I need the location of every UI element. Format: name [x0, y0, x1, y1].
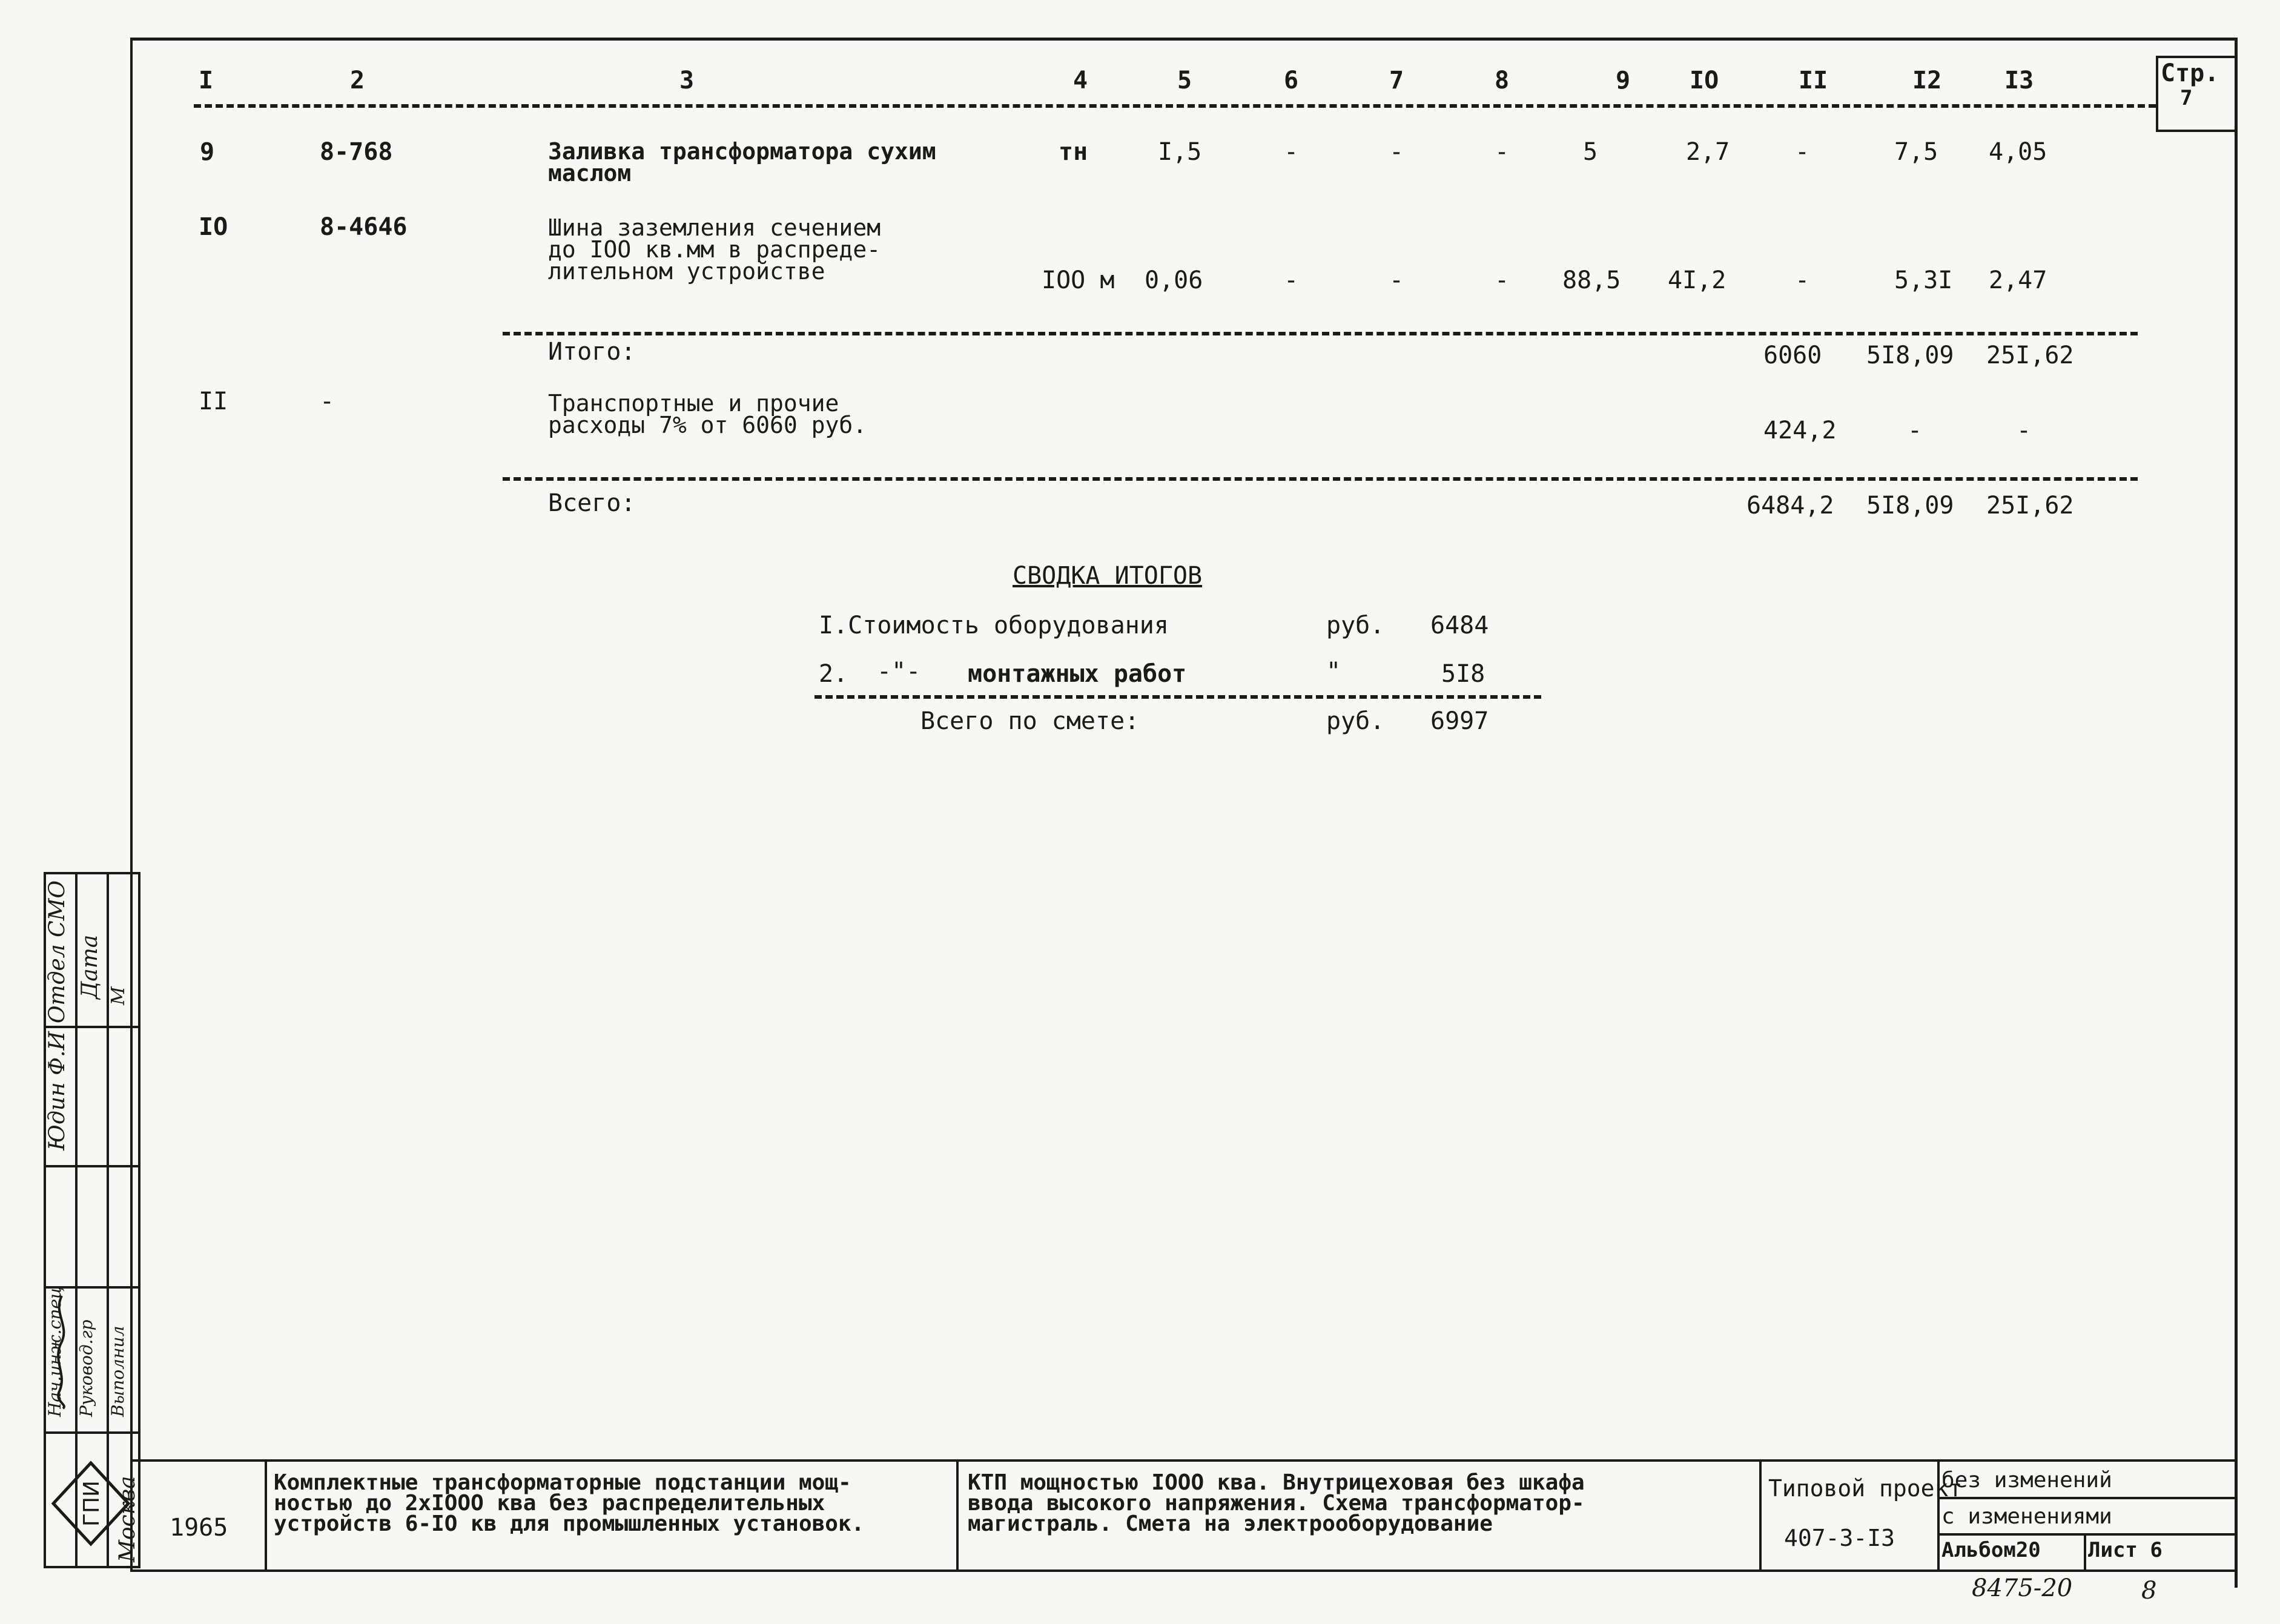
stamp-role-1: Нач.инж.спец: [45, 1287, 65, 1417]
summary-line2-value: 5I8: [1441, 660, 1485, 688]
bottom-note-2: 8: [2141, 1577, 2157, 1605]
col-header-11: II: [1799, 67, 1828, 94]
col-header-13: I3: [2004, 67, 2034, 94]
row10-c6: -: [1284, 266, 1299, 294]
bottom-note: 8475-20: [1972, 1574, 2073, 1602]
title-desc-1: Комплектные трансформаторные подстанции мощ- ностью до 2хIООО ква без распределительных устройств 6-IO кв для промышленных установок.: [274, 1470, 865, 1536]
summary-line2-label: монтажных работ: [968, 660, 1187, 688]
summary-total-label: Всего по смете:: [920, 707, 1140, 735]
row10-c7: -: [1389, 266, 1404, 294]
row9-c7: -: [1389, 138, 1404, 166]
row10-c4: IOO м: [1042, 266, 1115, 294]
row10-c13: 2,47: [1989, 266, 2047, 294]
summary-line1-value: 6484: [1430, 612, 1489, 639]
col-header-4: 4: [1073, 67, 1088, 94]
summary-line1-label: I.Стоимость оборудования: [819, 612, 1169, 639]
header-divider: [194, 104, 2156, 108]
row10-c11: -: [1795, 266, 1810, 294]
stamp-date-label: Дата: [78, 934, 102, 999]
row9-c9: 5: [1583, 138, 1598, 166]
vsego-c13: 25I,62: [1986, 492, 2074, 520]
vsego-label: Всего:: [548, 489, 636, 517]
row11-c12: -: [1908, 417, 1923, 444]
title-desc-2: КТП мощностью IOOO ква. Внутрицеховая без шкафа ввода высокого напряжения. Схема трансформатор- магистраль. Смета на электрооборудование: [968, 1470, 1585, 1536]
row9-c5: I,5: [1158, 138, 1202, 166]
col-header-2: 2: [350, 67, 365, 94]
stamp-name: Юдин Ф.И: [45, 1031, 70, 1150]
institute-logo-icon: [48, 1458, 133, 1549]
col-header-6: 6: [1284, 67, 1299, 94]
frame-right: [2235, 38, 2238, 1588]
title-sheet: Лист 6: [2088, 1538, 2163, 1562]
vsego-divider: [503, 477, 2138, 481]
row10-c12: 5,3I: [1894, 266, 1953, 294]
title-with-changes: с изменениями: [1941, 1504, 2112, 1529]
vsego-c11: 6484,2: [1746, 492, 1834, 520]
row9-c1: 9: [200, 138, 215, 166]
summary-line2-num: 2.: [819, 660, 848, 688]
row9-c8: -: [1495, 138, 1510, 166]
itogo-label: Итого:: [548, 338, 636, 366]
signature-icon: [50, 1290, 74, 1411]
stamp-role-2: Руковод.гр: [76, 1319, 96, 1417]
row9-c12: 7,5: [1894, 138, 1938, 166]
row11-c1: II: [199, 388, 228, 415]
col-header-3: 3: [679, 67, 695, 94]
row9-c11: -: [1795, 138, 1810, 166]
col-header-1: I: [199, 67, 214, 94]
summary-total-value: 6997: [1430, 707, 1489, 735]
page-number: 7: [2180, 86, 2193, 110]
row10-c1: IO: [199, 213, 228, 241]
row9-c6: -: [1284, 138, 1299, 166]
col-header-12: I2: [1912, 67, 1942, 94]
summary-total-unit: руб.: [1326, 707, 1385, 735]
row9-c13: 4,05: [1989, 138, 2047, 166]
frame-top: [130, 38, 2236, 41]
summary-line2-unit: ": [1326, 658, 1341, 685]
row11-c11: 424,2: [1763, 417, 1837, 444]
col-header-8: 8: [1495, 67, 1510, 94]
row10-c2: 8-4646: [320, 213, 408, 241]
row9-c2: 8-768: [320, 138, 393, 166]
row11-c3: Транспортные и прочие расходы 7% от 6060 руб.: [548, 390, 867, 438]
title-no-changes: без изменений: [1941, 1468, 2112, 1493]
row10-c3: Шина заземления сечением до IOO кв.мм в распреде- лительном устройстве: [548, 214, 881, 285]
itogo-c11: 6060: [1763, 342, 1822, 369]
title-project-label: Типовой проект: [1768, 1475, 1963, 1502]
row9-c10: 2,7: [1686, 138, 1730, 166]
page-label: Стр.: [2161, 59, 2219, 87]
row9-c4: тн: [1059, 138, 1088, 166]
row10-c5: 0,06: [1145, 266, 1203, 294]
row9-c3: Заливка трансформатора сухим маслом: [548, 138, 936, 186]
row10-c9: 88,5: [1562, 266, 1621, 294]
row10-c8: -: [1495, 266, 1510, 294]
title-project-code: 407-3-I3: [1784, 1525, 1895, 1551]
title-year: 1965: [170, 1514, 228, 1542]
col-header-9: 9: [1616, 67, 1631, 94]
stamp-dept: Отдел СМО: [45, 880, 70, 1023]
row11-c13: -: [2017, 417, 2032, 444]
itogo-divider: [503, 332, 2138, 335]
summary-title: СВОДКА ИТОГОВ: [1013, 562, 1203, 590]
row11-c2: -: [320, 388, 335, 415]
stamp-place: Москва: [115, 1476, 140, 1562]
col-header-5: 5: [1177, 67, 1192, 94]
itogo-c13: 25I,62: [1986, 342, 2074, 369]
stamp-role-3: Выполнил: [108, 1325, 128, 1417]
vsego-c12: 5I8,09: [1866, 492, 1954, 520]
row10-c10: 4I,2: [1668, 266, 1727, 294]
itogo-c12: 5I8,09: [1866, 342, 1954, 369]
svg-text:ГПИ: ГПИ: [79, 1480, 104, 1527]
stamp-mark: М: [108, 986, 129, 1005]
summary-line1-unit: руб.: [1326, 612, 1385, 639]
col-header-7: 7: [1389, 67, 1404, 94]
summary-line2-ditto: -"-: [877, 658, 921, 685]
summary-divider: [815, 695, 1541, 699]
title-album: Альбом20: [1941, 1538, 2041, 1562]
col-header-10: IO: [1690, 67, 1719, 94]
